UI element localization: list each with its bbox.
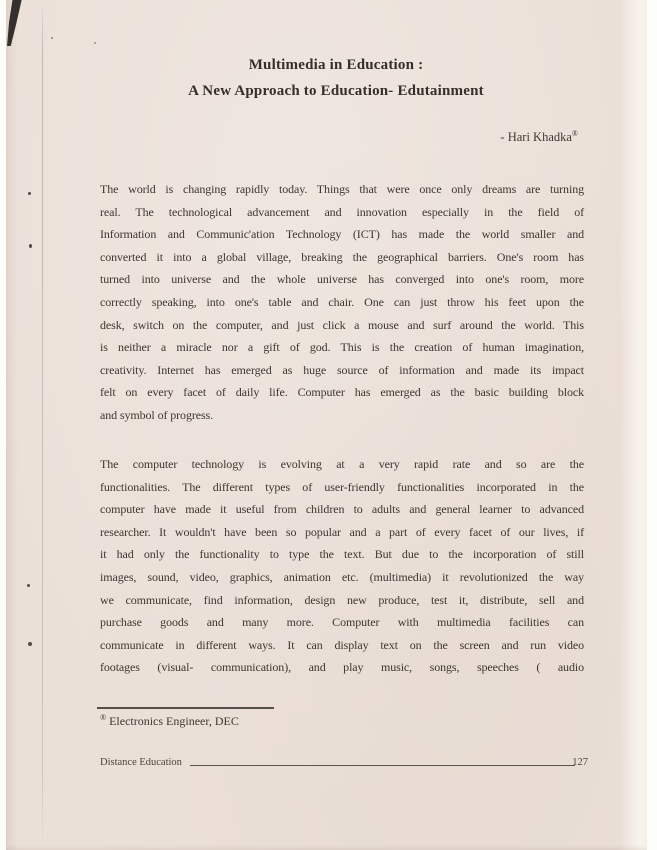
footer-rule — [190, 765, 575, 766]
text-line: felt on every facet of daily life. Computer has emerged as the basic building block — [100, 385, 584, 400]
text-line: The world is changing rapidly today. Things that were once only dreams are turning — [100, 182, 584, 196]
text-line: images, sound, video, graphics, animation etc. (multimedia) it revolutionized the way — [100, 569, 584, 584]
author-footnote-marker: ® — [571, 128, 578, 138]
text-line: computer have made it useful from children to adults and general learner to advanced — [100, 502, 584, 517]
journal-name: Distance Education — [100, 757, 182, 768]
article-title-line-2: A New Approach to Education- Edutainment — [188, 83, 484, 99]
scan-speck — [28, 192, 31, 195]
footnote-marker: ® — [100, 713, 107, 722]
text-line: footages (visual- communication), and play music, songs, speeches ( audio — [100, 660, 584, 675]
footnote-separator-rule — [97, 707, 274, 709]
scanned-page — [6, 0, 647, 850]
scan-corner-artifact — [6, 0, 23, 46]
author-byline — [94, 130, 578, 145]
text-line: converted it into a global village, breaking the geographical barriers. One's room has — [100, 249, 584, 264]
scan-speck — [94, 42, 96, 44]
text-line: desk, switch on the computer, and just click a mouse and surf around the world. This — [100, 317, 584, 332]
text-line: real. The technological advancement and innovation especially in the field of — [100, 204, 584, 219]
text-line: turned into universe and the whole universe has converged into one's room, more — [100, 272, 584, 287]
page-number: 127 — [572, 757, 588, 768]
text-line: and symbol of progress. — [100, 407, 214, 422]
text-line: we communicate, find information, design new produce, test it, distribute, sell and — [100, 592, 584, 607]
text-line: communicate in different ways. It can display text on the screen and run video — [100, 637, 584, 652]
footnote — [100, 714, 239, 729]
page-crease-line — [42, 0, 43, 850]
body-paragraph-1 — [100, 178, 584, 427]
text-line: it had only the functionality to type the text. But due to the incorporation of still — [100, 547, 584, 562]
body-paragraph-2 — [100, 453, 584, 679]
scan-speck — [28, 642, 32, 646]
text-line: creativity. Internet has emerged as huge source of information and made its impact — [100, 362, 584, 377]
author-name: - Hari Khadka — [500, 130, 572, 144]
scan-speck — [51, 37, 53, 39]
article-title-line-1: Multimedia in Education : — [248, 57, 424, 73]
text-line: Information and Communic'ation Technology (ICT) has made the world smaller and — [100, 227, 584, 242]
text-line: purchase goods and many more. Computer with multimedia facilities can — [100, 615, 584, 630]
text-line: is neither a miracle nor a gift of god. This is the creation of human imagination, — [100, 340, 584, 355]
page-footer — [100, 757, 588, 768]
text-line: The computer technology is evolving at a very rapid rate and so are the — [100, 457, 584, 471]
text-line: researcher. It wouldn't have been so popular and a part of every facet of our lives, if — [100, 524, 584, 539]
scan-speck — [27, 584, 30, 587]
footnote-text: Electronics Engineer, DEC — [106, 714, 239, 728]
scan-speck — [29, 244, 32, 248]
text-line: functionalities. The different types of user-friendly functionalities incorporated in the — [100, 479, 584, 494]
text-line: correctly speaking, into one's table and chair. One can just throw his feet upon the — [100, 294, 584, 309]
